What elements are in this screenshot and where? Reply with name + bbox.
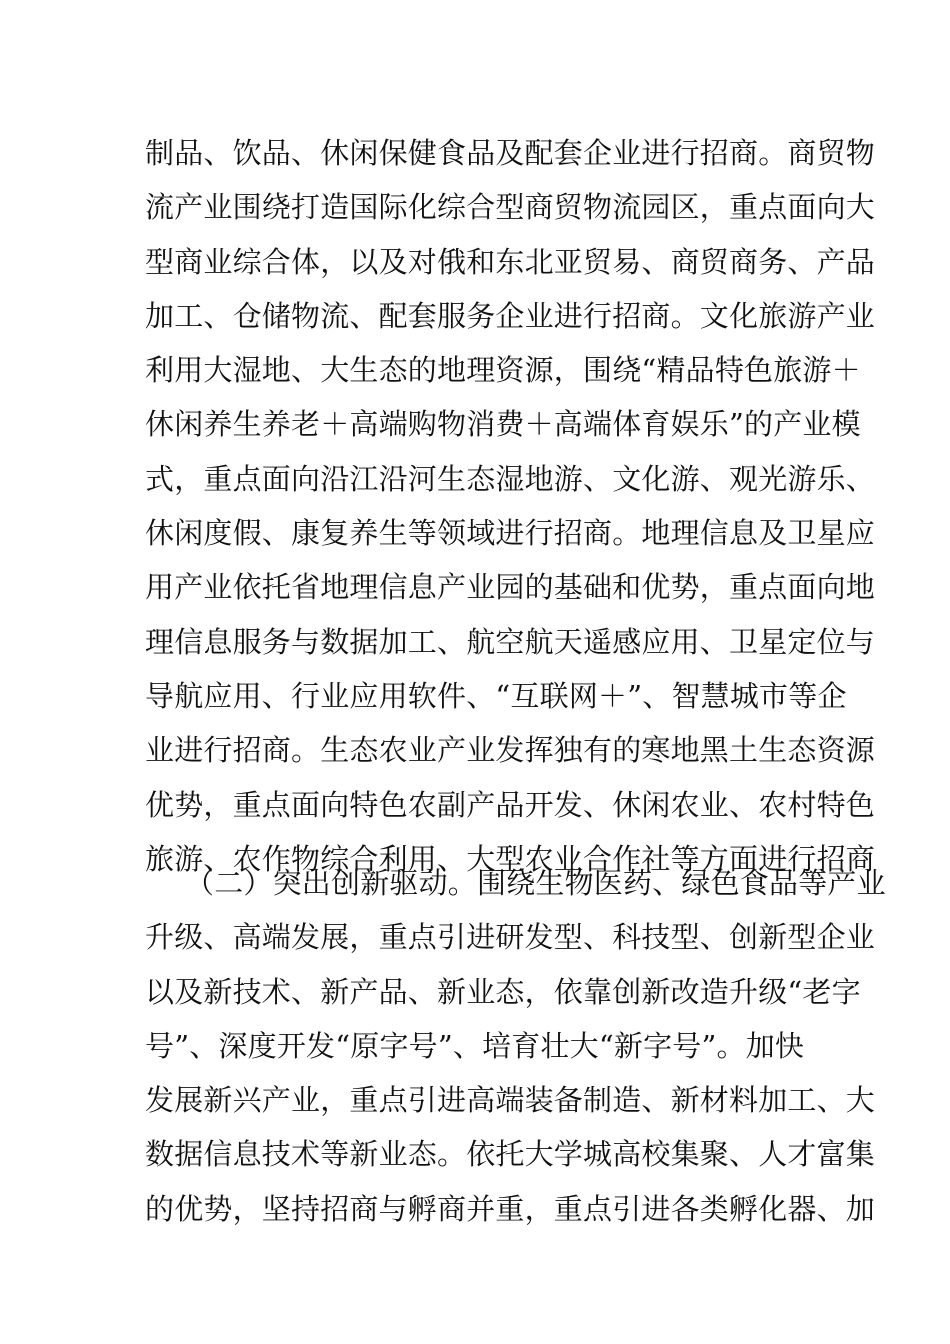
text-line: 升级、高端发展，重点引进研发型、科技型、创新型企业 (145, 920, 876, 955)
paragraph-innovation-driven (145, 856, 886, 1236)
text-line-indented: （二）突出创新驱动。围绕生物医药、绿色食品等产业 (185, 866, 886, 900)
text-line: 理信息服务与数据加工、航空航天遥感应用、卫星定位与 (145, 624, 876, 659)
text-line: 式，重点面向沿江沿河生态湿地游、文化游、观光游乐、 (145, 461, 876, 496)
text-line: 优势，重点面向特色农副产品开发、休闲农业、农村特色 (145, 787, 876, 822)
text-line: 导航应用、行业应用软件、“互联网＋”、智慧城市等企 (145, 678, 847, 713)
text-line: 的优势，坚持招商与孵商并重，重点引进各类孵化器、加 (145, 1191, 876, 1226)
text-line: 用产业依托省地理信息产业园的基础和优势，重点面向地 (145, 570, 876, 605)
text-line: 流产业围绕打造国际化综合型商贸物流园区，重点面向大 (145, 190, 876, 225)
paragraph-industry-investment (145, 126, 876, 886)
text-line: 号”、深度开发“原字号”、培育壮大“新字号”。加快 (145, 1028, 805, 1063)
text-line: 制品、饮品、休闲保健食品及配套企业进行招商。商贸物 (145, 136, 876, 170)
text-line: 旅游、农作物综合利用、大型农业合作社等方面进行招商 (145, 841, 876, 876)
text-line: 型商业综合体，以及对俄和东北亚贸易、商贸商务、产品 (145, 244, 876, 279)
text-line: 数据信息技术等新业态。依托大学城高校集聚、人才富集 (145, 1137, 876, 1172)
text-line: 加工、仓储物流、配套服务企业进行招商。文化旅游产业 (145, 298, 876, 333)
text-line: 以及新技术、新产品、新业态，依靠创新改造升级“老字 (145, 974, 861, 1009)
text-line: 发展新兴产业，重点引进高端装备制造、新材料加工、大 (145, 1083, 876, 1118)
text-line: 利用大湿地、大生态的地理资源，围绕“精品特色旅游＋ (145, 353, 861, 388)
text-line: 休闲养生养老＋高端购物消费＋高端体育娱乐”的产业模 (145, 407, 861, 442)
text-line: 休闲度假、康复养生等领域进行招商。地理信息及卫星应 (145, 516, 876, 551)
text-line: 业进行招商。生态农业产业发挥独有的寒地黑土生态资源 (145, 733, 876, 768)
